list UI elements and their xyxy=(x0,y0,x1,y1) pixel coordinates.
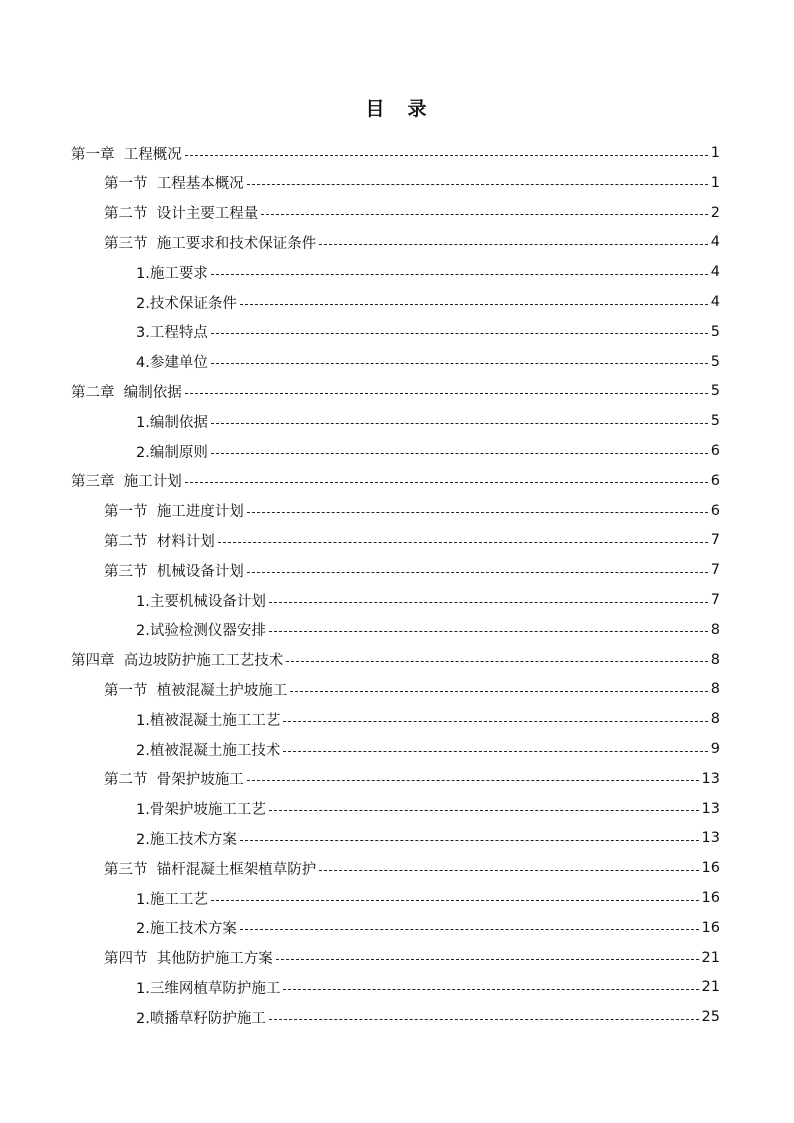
toc-entry[interactable] xyxy=(136,972,720,1002)
toc-page-number: 5 xyxy=(710,323,720,340)
toc-entry-label: 第一节 植被混凝土护坡施工 xyxy=(104,682,288,699)
toc-dot-leader xyxy=(211,423,708,424)
toc-entry[interactable] xyxy=(136,794,720,824)
toc-page-number: 16 xyxy=(701,860,720,877)
toc-entry-label: 第四节 其他防护施工方案 xyxy=(104,951,273,968)
toc-dot-leader xyxy=(247,512,708,513)
toc-entry[interactable] xyxy=(136,585,720,615)
toc-entry-label: 第一节 工程基本概况 xyxy=(104,176,244,193)
toc-dot-leader xyxy=(283,989,698,990)
toc-entry[interactable] xyxy=(104,555,720,585)
toc-page-number: 13 xyxy=(701,770,720,787)
toc-entry[interactable] xyxy=(71,466,720,496)
toc-page-number: 1 xyxy=(710,174,720,191)
toc-entry-label: 2.技术保证条件 xyxy=(136,295,237,312)
toc-entry-label: 2.编制原则 xyxy=(136,444,208,461)
toc-page-number: 5 xyxy=(710,413,720,430)
toc-dot-leader xyxy=(283,721,707,722)
toc-dot-leader xyxy=(269,810,699,811)
toc-page-number: 2 xyxy=(710,204,720,221)
toc-entry-label: 3.工程特点 xyxy=(136,325,208,342)
toc-dot-leader xyxy=(290,691,708,692)
toc-page-number: 6 xyxy=(710,472,720,489)
toc-entry-label: 1.骨架护坡施工工艺 xyxy=(136,802,266,819)
toc-dot-leader xyxy=(211,274,708,275)
toc-page-number: 9 xyxy=(710,741,720,757)
toc-entry[interactable] xyxy=(136,704,720,734)
toc-entry[interactable] xyxy=(104,943,720,973)
toc-entry-label: 第二节 设计主要工程量 xyxy=(104,206,259,223)
toc-page-number: 7 xyxy=(710,592,720,608)
toc-page-number: 6 xyxy=(710,502,720,519)
toc-page-number: 1 xyxy=(710,145,720,161)
toc-dot-leader xyxy=(185,393,708,394)
toc-dot-leader xyxy=(185,482,708,483)
toc-entry-label: 1.植被混凝土施工工艺 xyxy=(136,712,281,729)
toc-dot-leader xyxy=(286,661,708,662)
toc-page-number: 5 xyxy=(710,383,720,400)
toc-entry-label: 1.编制依据 xyxy=(136,414,208,431)
toc-dot-leader xyxy=(211,333,708,334)
toc-page-number: 8 xyxy=(710,651,720,668)
toc-dot-leader xyxy=(185,155,708,156)
toc-dot-leader xyxy=(240,304,708,305)
toc-entry[interactable] xyxy=(136,883,720,913)
toc-page-number: 13 xyxy=(701,830,720,847)
toc-page-number: 16 xyxy=(701,890,720,906)
toc-entry-label: 1.三维网植草防护施工 xyxy=(136,980,281,997)
toc-entry[interactable] xyxy=(104,853,720,883)
toc-entry-label: 第三节 施工要求和技术保证条件 xyxy=(104,235,317,252)
toc-entry-label: 第一章 工程概况 xyxy=(71,146,182,163)
toc-entry-label: 4.参建单位 xyxy=(136,355,208,372)
toc-dot-leader xyxy=(261,214,708,215)
toc-dot-leader xyxy=(211,453,708,454)
toc-page-number: 5 xyxy=(710,353,720,370)
toc-page-number: 8 xyxy=(710,621,720,638)
toc-entry-label: 1.主要机械设备计划 xyxy=(136,593,266,610)
toc-dot-leader xyxy=(211,363,708,364)
toc-page-number: 8 xyxy=(710,711,720,728)
toc-entry[interactable] xyxy=(104,496,720,526)
toc-entry-label: 第二节 材料计划 xyxy=(104,533,215,550)
toc-entry[interactable] xyxy=(104,764,720,794)
toc-entry[interactable] xyxy=(136,406,720,436)
toc-dot-leader xyxy=(240,929,699,930)
toc-entry[interactable] xyxy=(71,138,720,168)
toc-entry[interactable] xyxy=(71,645,720,675)
toc-dot-leader xyxy=(211,900,699,901)
toc-entry-label: 第二节 骨架护坡施工 xyxy=(104,772,244,789)
toc-entry[interactable] xyxy=(136,257,720,287)
toc-page-number: 6 xyxy=(710,443,720,459)
toc-page-number: 7 xyxy=(710,562,720,579)
toc-entry-label: 第二章 编制依据 xyxy=(71,384,182,401)
toc-entry[interactable] xyxy=(136,615,720,645)
toc-entry-label: 1.施工要求 xyxy=(136,265,208,282)
toc-entry[interactable] xyxy=(104,168,720,198)
toc-page-number: 16 xyxy=(701,919,720,936)
toc-entry[interactable] xyxy=(136,913,720,943)
toc-entry-label: 第四章 高边坡防护施工工艺技术 xyxy=(71,653,284,670)
page-title: 目 录 xyxy=(365,98,429,120)
toc-entry-label: 2.植被混凝土施工技术 xyxy=(136,742,281,759)
toc-entry-label: 2.试验检测仪器安排 xyxy=(136,623,266,640)
toc-entry[interactable] xyxy=(136,347,720,377)
toc-dot-leader xyxy=(269,602,708,603)
toc-entry[interactable] xyxy=(136,317,720,347)
toc-entry[interactable] xyxy=(71,376,720,406)
toc-entry-label: 2.施工技术方案 xyxy=(136,831,237,848)
toc-dot-leader xyxy=(269,631,708,632)
toc-entry[interactable] xyxy=(104,674,720,704)
toc-entry[interactable] xyxy=(136,823,720,853)
toc-entry[interactable] xyxy=(136,436,720,466)
toc-page-number: 4 xyxy=(710,264,720,281)
toc-page-number: 7 xyxy=(710,532,720,549)
toc-entry-label: 第三节 机械设备计划 xyxy=(104,563,244,580)
toc-dot-leader xyxy=(269,1019,699,1020)
toc-page-number: 25 xyxy=(701,1009,720,1026)
toc-entry-label: 2.施工技术方案 xyxy=(136,921,237,938)
toc-page-number: 8 xyxy=(710,681,720,698)
toc-entry[interactable] xyxy=(136,1002,720,1032)
toc-dot-leader xyxy=(319,870,698,871)
toc-entry[interactable] xyxy=(104,227,720,257)
toc-dot-leader xyxy=(247,572,708,573)
toc-entry-label: 第三节 锚杆混凝土框架植草防护 xyxy=(104,861,317,878)
toc-page-number: 21 xyxy=(701,979,720,996)
toc-page-number: 13 xyxy=(701,800,720,817)
toc-entry-label: 1.施工工艺 xyxy=(136,891,208,908)
toc-entry-label: 2.喷播草籽防护施工 xyxy=(136,1010,266,1027)
toc-dot-leader xyxy=(276,959,699,960)
toc-dot-leader xyxy=(247,184,708,185)
toc-page-number: 4 xyxy=(710,234,720,251)
toc-page-number: 4 xyxy=(710,294,720,310)
toc-dot-leader xyxy=(283,751,707,752)
toc-entry[interactable] xyxy=(104,198,720,228)
toc-entry-label: 第三章 施工计划 xyxy=(71,474,182,491)
toc-entry-label: 第一节 施工进度计划 xyxy=(104,504,244,521)
toc-dot-leader xyxy=(218,542,708,543)
toc-entry[interactable] xyxy=(136,287,720,317)
toc-dot-leader xyxy=(319,244,708,245)
toc-page-number: 21 xyxy=(701,949,720,966)
toc-dot-leader xyxy=(247,780,699,781)
toc-entry[interactable] xyxy=(136,734,720,764)
toc-dot-leader xyxy=(240,840,699,841)
toc-entry[interactable] xyxy=(104,525,720,555)
